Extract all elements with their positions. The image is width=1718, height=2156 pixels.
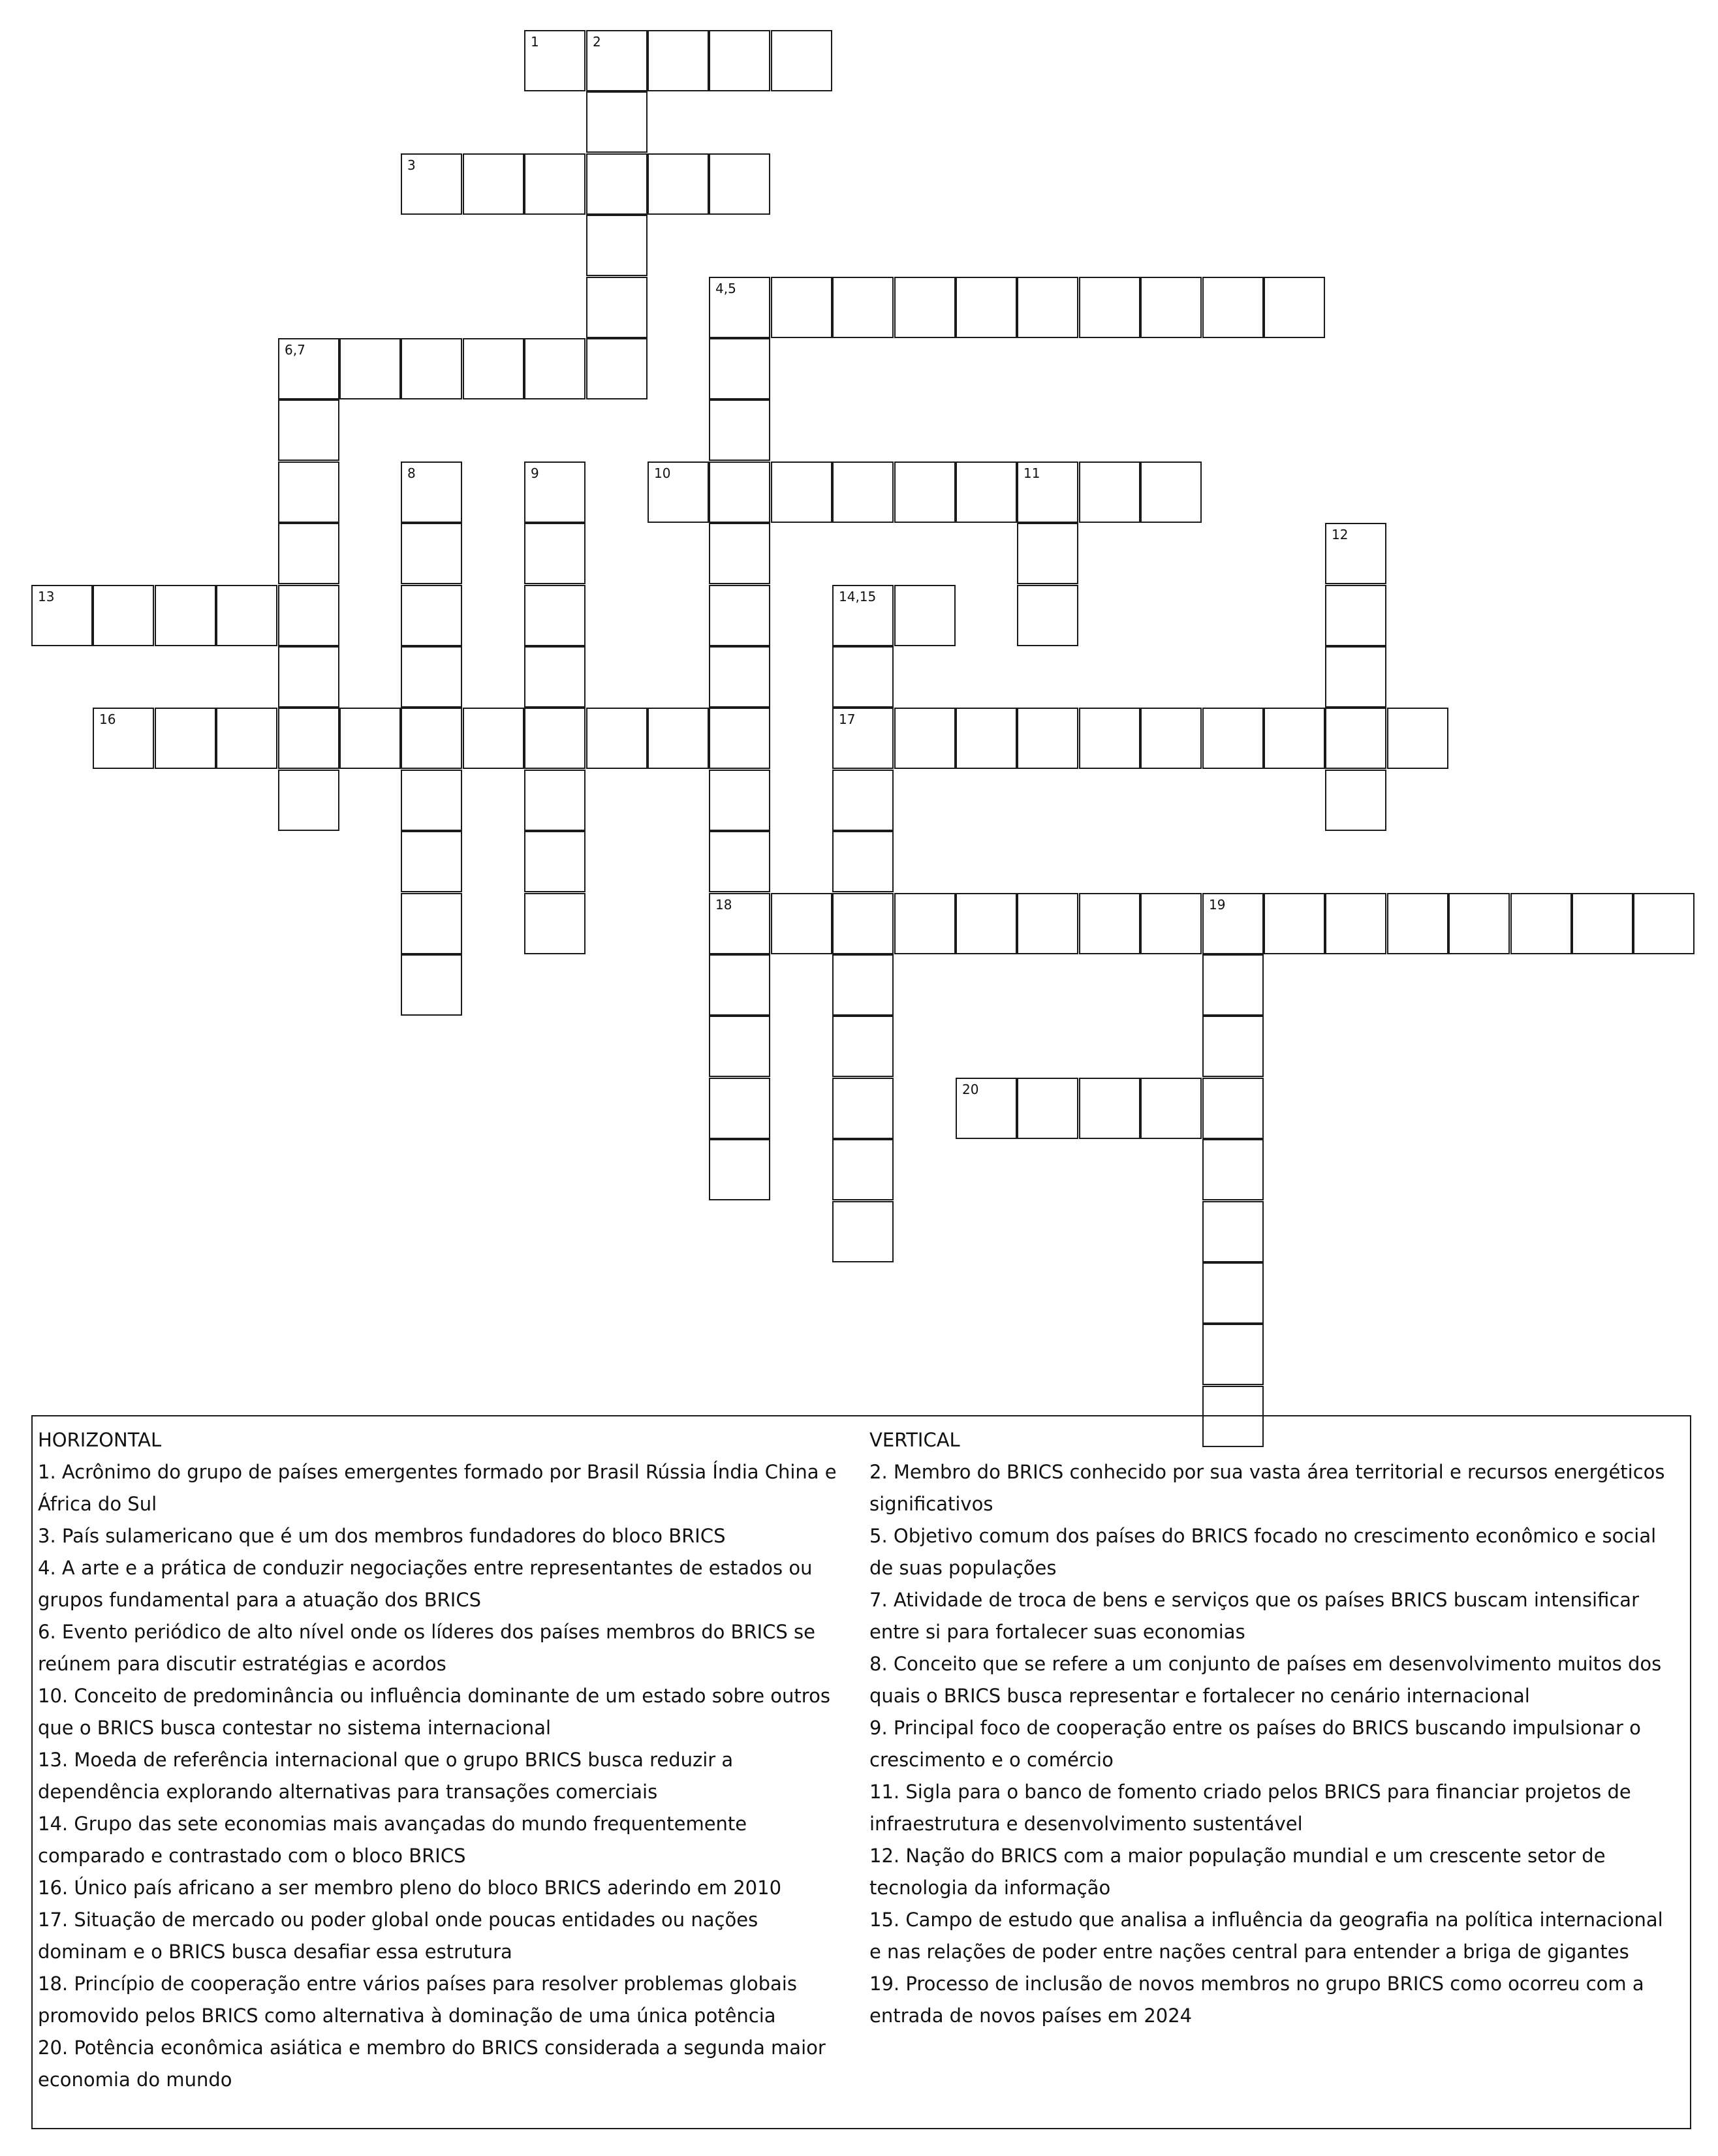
clue-across: 13. Moeda de referência internacional que o grupo BRICS busca reduzir a dependência explorando alternativas para transações comerciais [38, 1749, 734, 1803]
crossword-cell[interactable] [278, 585, 339, 646]
clue-down: 11. Sigla para o banco de fomento criado pelos BRICS para financiar projetos de infraestrutura e desenvolvimento sustentável [869, 1781, 1631, 1835]
crossword-cell[interactable] [463, 338, 524, 399]
horizontal-clues-column [38, 1424, 847, 2096]
clue-number: 2 [593, 34, 601, 50]
crossword-cell[interactable] [1202, 1016, 1264, 1077]
crossword-cell[interactable] [709, 954, 770, 1016]
crossword-cell[interactable] [1202, 1078, 1264, 1139]
crossword-cell[interactable] [1202, 954, 1264, 1016]
crossword-cell[interactable] [1017, 461, 1078, 523]
crossword-cell[interactable] [709, 399, 770, 461]
crossword-cell[interactable] [709, 1139, 770, 1200]
crossword-cell[interactable] [771, 30, 832, 91]
crossword-cell[interactable] [1202, 1139, 1264, 1200]
crossword-cell[interactable] [709, 708, 770, 769]
horizontal-heading: HORIZONTAL [38, 1429, 162, 1451]
crossword-cell[interactable] [1572, 893, 1633, 954]
crossword-cell[interactable] [524, 153, 586, 215]
crossword-cell[interactable] [709, 893, 770, 954]
crossword-cell[interactable] [524, 770, 586, 831]
clue-across: 16. Único país africano a ser membro pleno do bloco BRICS aderindo em 2010 [38, 1877, 782, 1899]
crossword-cell[interactable] [524, 708, 586, 769]
crossword-cell[interactable] [709, 1016, 770, 1077]
clue-across: 6. Evento periódico de alto nível onde os líderes dos países membros do BRICS se reúnem para discutir estratégias e acordos [38, 1621, 815, 1675]
crossword-cell[interactable] [278, 399, 339, 461]
crossword-cell[interactable] [832, 1201, 894, 1262]
clue-down: 2. Membro do BRICS conhecido por sua vasta área territorial e recursos energéticos significativos [869, 1461, 1665, 1515]
crossword-cell[interactable] [586, 30, 648, 91]
crossword-cell[interactable] [709, 646, 770, 708]
crossword-cell[interactable] [832, 1016, 894, 1077]
crossword-cell[interactable] [1079, 277, 1140, 338]
crossword-cell[interactable] [1079, 708, 1140, 769]
crossword-cell[interactable] [1264, 893, 1325, 954]
crossword-cell[interactable] [832, 954, 894, 1016]
clue-number: 17 [839, 711, 856, 727]
crossword-cell[interactable] [524, 338, 586, 399]
clue-number: 12 [1332, 527, 1349, 542]
clue-down: 8. Conceito que se refere a um conjunto de países em desenvolvimento muitos dos quais o BRICS busca representar e fortalecer no cenário internacional [869, 1653, 1662, 1707]
crossword-cell[interactable] [709, 30, 770, 91]
crossword-cell[interactable] [216, 708, 277, 769]
crossword-cell[interactable] [1325, 523, 1386, 584]
clue-across: 14. Grupo das sete economias mais avançadas do mundo frequentemente comparado e contrastado com o bloco BRICS [38, 1813, 747, 1867]
crossword-cell[interactable] [401, 585, 462, 646]
crossword-cell[interactable] [894, 277, 956, 338]
crossword-cell[interactable] [648, 30, 709, 91]
crossword-cell[interactable] [1202, 708, 1264, 769]
crossword-cell[interactable] [93, 585, 154, 646]
clue-number: 19 [1209, 897, 1226, 913]
crossword-cell[interactable] [1264, 708, 1325, 769]
crossword-cell[interactable] [894, 461, 956, 523]
crossword-cell[interactable] [1202, 277, 1264, 338]
crossword-cell[interactable] [1633, 893, 1695, 954]
clue-number: 13 [38, 589, 55, 604]
crossword-cell[interactable] [1017, 523, 1078, 584]
crossword-cell[interactable] [1510, 893, 1572, 954]
crossword-cell[interactable] [1202, 1324, 1264, 1385]
crossword-cell[interactable] [216, 585, 277, 646]
crossword-cell[interactable] [1202, 1262, 1264, 1324]
crossword-cell[interactable] [1202, 1201, 1264, 1262]
clue-across: 10. Conceito de predominância ou influência dominante de um estado sobre outros que o BRICS busca contestar no sistema internacional [38, 1685, 830, 1739]
crossword-cell[interactable] [648, 153, 709, 215]
clue-number: 10 [654, 465, 671, 481]
crossword-cell[interactable] [524, 30, 586, 91]
clue-number: 3 [407, 157, 416, 173]
crossword-cell[interactable] [339, 338, 401, 399]
crossword-cell[interactable] [1325, 770, 1386, 831]
crossword-cell[interactable] [1017, 277, 1078, 338]
crossword-cell[interactable] [709, 1078, 770, 1139]
crossword-cell[interactable] [832, 831, 894, 892]
crossword-cell[interactable] [1079, 1078, 1140, 1139]
crossword-cell[interactable] [1140, 461, 1202, 523]
crossword-cell[interactable] [586, 215, 648, 276]
crossword-cell[interactable] [1140, 277, 1202, 338]
crossword-cell[interactable] [278, 338, 339, 399]
crossword-cell[interactable] [278, 708, 339, 769]
clue-number: 8 [407, 465, 416, 481]
crossword-cell[interactable] [278, 646, 339, 708]
crossword-cell[interactable] [278, 461, 339, 523]
clue-down: 15. Campo de estudo que analisa a influência da geografia na política internacional e nas relações de poder entre nações central para entender a briga de gigantes [869, 1909, 1663, 1963]
clue-down: 7. Atividade de troca de bens e serviços que os países BRICS buscam intensificar entre si para fortalecer suas economias [869, 1589, 1639, 1643]
crossword-cell[interactable] [1387, 893, 1448, 954]
crossword-cell[interactable] [771, 461, 832, 523]
crossword-cell[interactable] [278, 770, 339, 831]
crossword-cell[interactable] [956, 461, 1017, 523]
vertical-clues-column [869, 1424, 1679, 2032]
crossword-cell[interactable] [1079, 893, 1140, 954]
crossword-cell[interactable] [93, 708, 154, 769]
crossword-cell[interactable] [401, 708, 462, 769]
crossword-cell[interactable] [401, 893, 462, 954]
crossword-cell[interactable] [832, 646, 894, 708]
crossword-cell[interactable] [1140, 708, 1202, 769]
crossword-cell[interactable] [463, 153, 524, 215]
clue-across: 17. Situação de mercado ou poder global onde poucas entidades ou nações dominam e o BRICS busca desafiar essa estrutura [38, 1909, 758, 1963]
crossword-cell[interactable] [586, 708, 648, 769]
crossword-cell[interactable] [278, 523, 339, 584]
crossword-cell[interactable] [155, 585, 216, 646]
clue-number: 6,7 [285, 342, 305, 358]
crossword-cell[interactable] [463, 708, 524, 769]
crossword-cell[interactable] [709, 770, 770, 831]
crossword-cell[interactable] [832, 770, 894, 831]
crossword-cell[interactable] [648, 461, 709, 523]
crossword-cell[interactable] [401, 954, 462, 1016]
crossword-cell[interactable] [586, 91, 648, 153]
crossword-cell[interactable] [31, 585, 93, 646]
crossword-cell[interactable] [401, 461, 462, 523]
crossword-cell[interactable] [709, 338, 770, 399]
crossword-cell[interactable] [1325, 585, 1386, 646]
crossword-cell[interactable] [956, 893, 1017, 954]
crossword-cell[interactable] [956, 708, 1017, 769]
crossword-cell[interactable] [524, 646, 586, 708]
crossword-cell[interactable] [1387, 708, 1448, 769]
crossword-cell[interactable] [1264, 277, 1325, 338]
crossword-cell[interactable] [1325, 708, 1386, 769]
crossword-cell[interactable] [524, 461, 586, 523]
crossword-cell[interactable] [832, 277, 894, 338]
clue-down: 19. Processo de inclusão de novos membros no grupo BRICS como ocorreu com a entrada de novos países em 2024 [869, 1973, 1644, 2027]
crossword-cell[interactable] [1202, 893, 1264, 954]
clue-down: 9. Principal foco de cooperação entre os países do BRICS buscando impulsionar o crescimento e o comércio [869, 1717, 1641, 1771]
crossword-cell[interactable] [339, 708, 401, 769]
crossword-cell[interactable] [155, 708, 216, 769]
crossword-cell[interactable] [1079, 461, 1140, 523]
clue-across: 4. A arte e a prática de conduzir negociações entre representantes de estados ou grupos fundamental para a atuação dos BRICS [38, 1557, 813, 1611]
crossword-cell[interactable] [709, 523, 770, 584]
crossword-cell[interactable] [524, 523, 586, 584]
crossword-cell[interactable] [401, 153, 462, 215]
clue-down: 5. Objetivo comum dos países do BRICS focado no crescimento econômico e social de suas populações [869, 1525, 1657, 1579]
clue-across: 20. Potência econômica asiática e membro do BRICS considerada a segunda maior economia do mundo [38, 2037, 826, 2091]
crossword-cell[interactable] [1017, 1078, 1078, 1139]
clue-number: 20 [962, 1082, 979, 1097]
crossword-cell[interactable] [401, 646, 462, 708]
crossword-cell[interactable] [586, 153, 648, 215]
crossword-cell[interactable] [956, 277, 1017, 338]
crossword-cell[interactable] [832, 708, 894, 769]
crossword-cell[interactable] [401, 831, 462, 892]
crossword-cell[interactable] [832, 461, 894, 523]
crossword-cell[interactable] [1325, 646, 1386, 708]
crossword-cell[interactable] [524, 585, 586, 646]
clue-across: 3. País sulamericano que é um dos membros fundadores do bloco BRICS [38, 1525, 726, 1547]
crossword-cell[interactable] [832, 585, 894, 646]
crossword-cell[interactable] [1017, 893, 1078, 954]
crossword-cell[interactable] [1140, 893, 1202, 954]
crossword-cell[interactable] [1017, 708, 1078, 769]
clues-box [31, 1415, 1691, 2129]
clue-number: 1 [531, 34, 539, 50]
crossword-cell[interactable] [894, 708, 956, 769]
clue-across: 1. Acrônimo do grupo de países emergentes formado por Brasil Rússia Índia China e África do Sul [38, 1461, 837, 1515]
crossword-cell[interactable] [401, 338, 462, 399]
crossword-cell[interactable] [1448, 893, 1510, 954]
crossword-cell[interactable] [709, 461, 770, 523]
crossword-cell[interactable] [1017, 585, 1078, 646]
vertical-heading: VERTICAL [869, 1429, 960, 1451]
crossword-cell[interactable] [709, 153, 770, 215]
crossword-cell[interactable] [524, 831, 586, 892]
crossword-cell[interactable] [709, 831, 770, 892]
crossword-cell[interactable] [956, 1078, 1017, 1139]
crossword-cell[interactable] [586, 338, 648, 399]
clue-number: 18 [715, 897, 732, 913]
crossword-cell[interactable] [832, 1139, 894, 1200]
crossword-cell[interactable] [709, 585, 770, 646]
crossword-cell[interactable] [709, 277, 770, 338]
crossword-cell[interactable] [586, 277, 648, 338]
crossword-cell[interactable] [894, 585, 956, 646]
crossword-cell[interactable] [401, 523, 462, 584]
crossword-cell[interactable] [1325, 893, 1386, 954]
crossword-cell[interactable] [894, 893, 956, 954]
crossword-cell[interactable] [1140, 1078, 1202, 1139]
clue-number: 16 [99, 711, 116, 727]
crossword-cell[interactable] [771, 893, 832, 954]
crossword-cell[interactable] [771, 277, 832, 338]
crossword-cell[interactable] [524, 893, 586, 954]
clue-number: 11 [1023, 465, 1040, 481]
crossword-cell[interactable] [832, 1078, 894, 1139]
clue-number: 14,15 [839, 589, 877, 604]
clue-number: 9 [531, 465, 539, 481]
crossword-cell[interactable] [401, 770, 462, 831]
clue-down: 12. Nação do BRICS com a maior população mundial e um crescente setor de tecnologia da informação [869, 1845, 1606, 1899]
crossword-cell[interactable] [832, 893, 894, 954]
clue-across: 18. Princípio de cooperação entre vários países para resolver problemas globais promovido pelos BRICS como alternativa à dominação de uma única potência [38, 1973, 797, 2027]
clue-number: 4,5 [715, 281, 736, 296]
crossword-cell[interactable] [648, 708, 709, 769]
